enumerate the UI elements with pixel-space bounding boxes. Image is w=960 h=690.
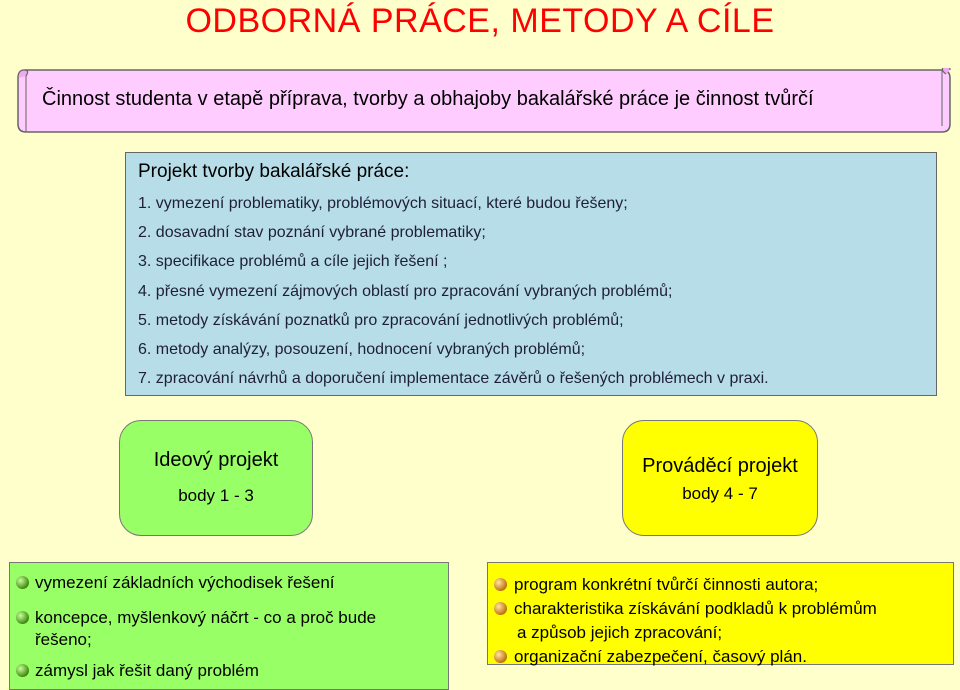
list-item: 7. zpracování návrhů a doporučení implementace závěrů o řešených problémech v praxi. (138, 370, 769, 388)
bullet-icon (494, 602, 507, 615)
list-item: 5. metody získávání poznatků pro zpracování jednotlivých problémů; (138, 311, 624, 329)
provadeci-sub: body 4 - 7 (682, 484, 758, 503)
project-heading: Projekt tvorby bakalářské práce: (138, 161, 410, 182)
list-item: 3. specifikace problémů a cíle jejich řešení ; (138, 253, 448, 271)
list-item: 4. přesné vymezení zájmových oblastí pro zpracování vybraných problémů; (138, 282, 673, 300)
list-item: koncepce, myšlenkový náčrt - co a proč bude (35, 608, 377, 627)
list-item: řešeno; (35, 630, 92, 649)
project-list (138, 189, 924, 393)
list-item: program konkrétní tvůrčí činnosti autora; (514, 575, 819, 594)
provadeci-details (487, 562, 954, 665)
bullet-icon (494, 578, 507, 591)
scroll-banner (12, 68, 952, 136)
provadeci-projekt-box (622, 420, 818, 536)
list-item: charakteristika získávání podkladů k problémům (514, 599, 877, 618)
page-title: ODBORNÁ PRÁCE, METODY A CÍLE (185, 2, 775, 40)
bullet-icon (16, 664, 29, 677)
bullet-icon (16, 576, 29, 589)
ideovy-projekt-box (119, 420, 313, 536)
provadeci-title: Prováděcí projekt (642, 455, 798, 477)
ideovy-title: Ideový projekt (153, 449, 279, 471)
list-item: a způsob jejich zpracování; (517, 623, 723, 642)
list-item: 6. metody analýzy, posouzení, hodnocení vybraných problémů; (138, 340, 586, 358)
bullet-icon (16, 611, 29, 624)
ideovy-details (9, 562, 449, 690)
list-item: vymezení základních východisek řešení (35, 573, 335, 592)
scroll-text: Činnost studenta v etapě příprava, tvorby a obhajoby bakalářské práce je činnost tvůrčí (42, 88, 814, 110)
project-box (125, 152, 937, 396)
list-item: 2. dosavadní stav poznání vybrané problematiky; (138, 224, 486, 242)
list-item: zámysl jak řešit daný problém (35, 661, 259, 680)
ideovy-sub: body 1 - 3 (178, 486, 254, 505)
bullet-icon (494, 650, 507, 663)
list-item: organizační zabezpečení, časový plán. (514, 647, 807, 666)
list-item: 1. vymezení problematiky, problémových situací, které budou řešeny; (138, 195, 628, 212)
